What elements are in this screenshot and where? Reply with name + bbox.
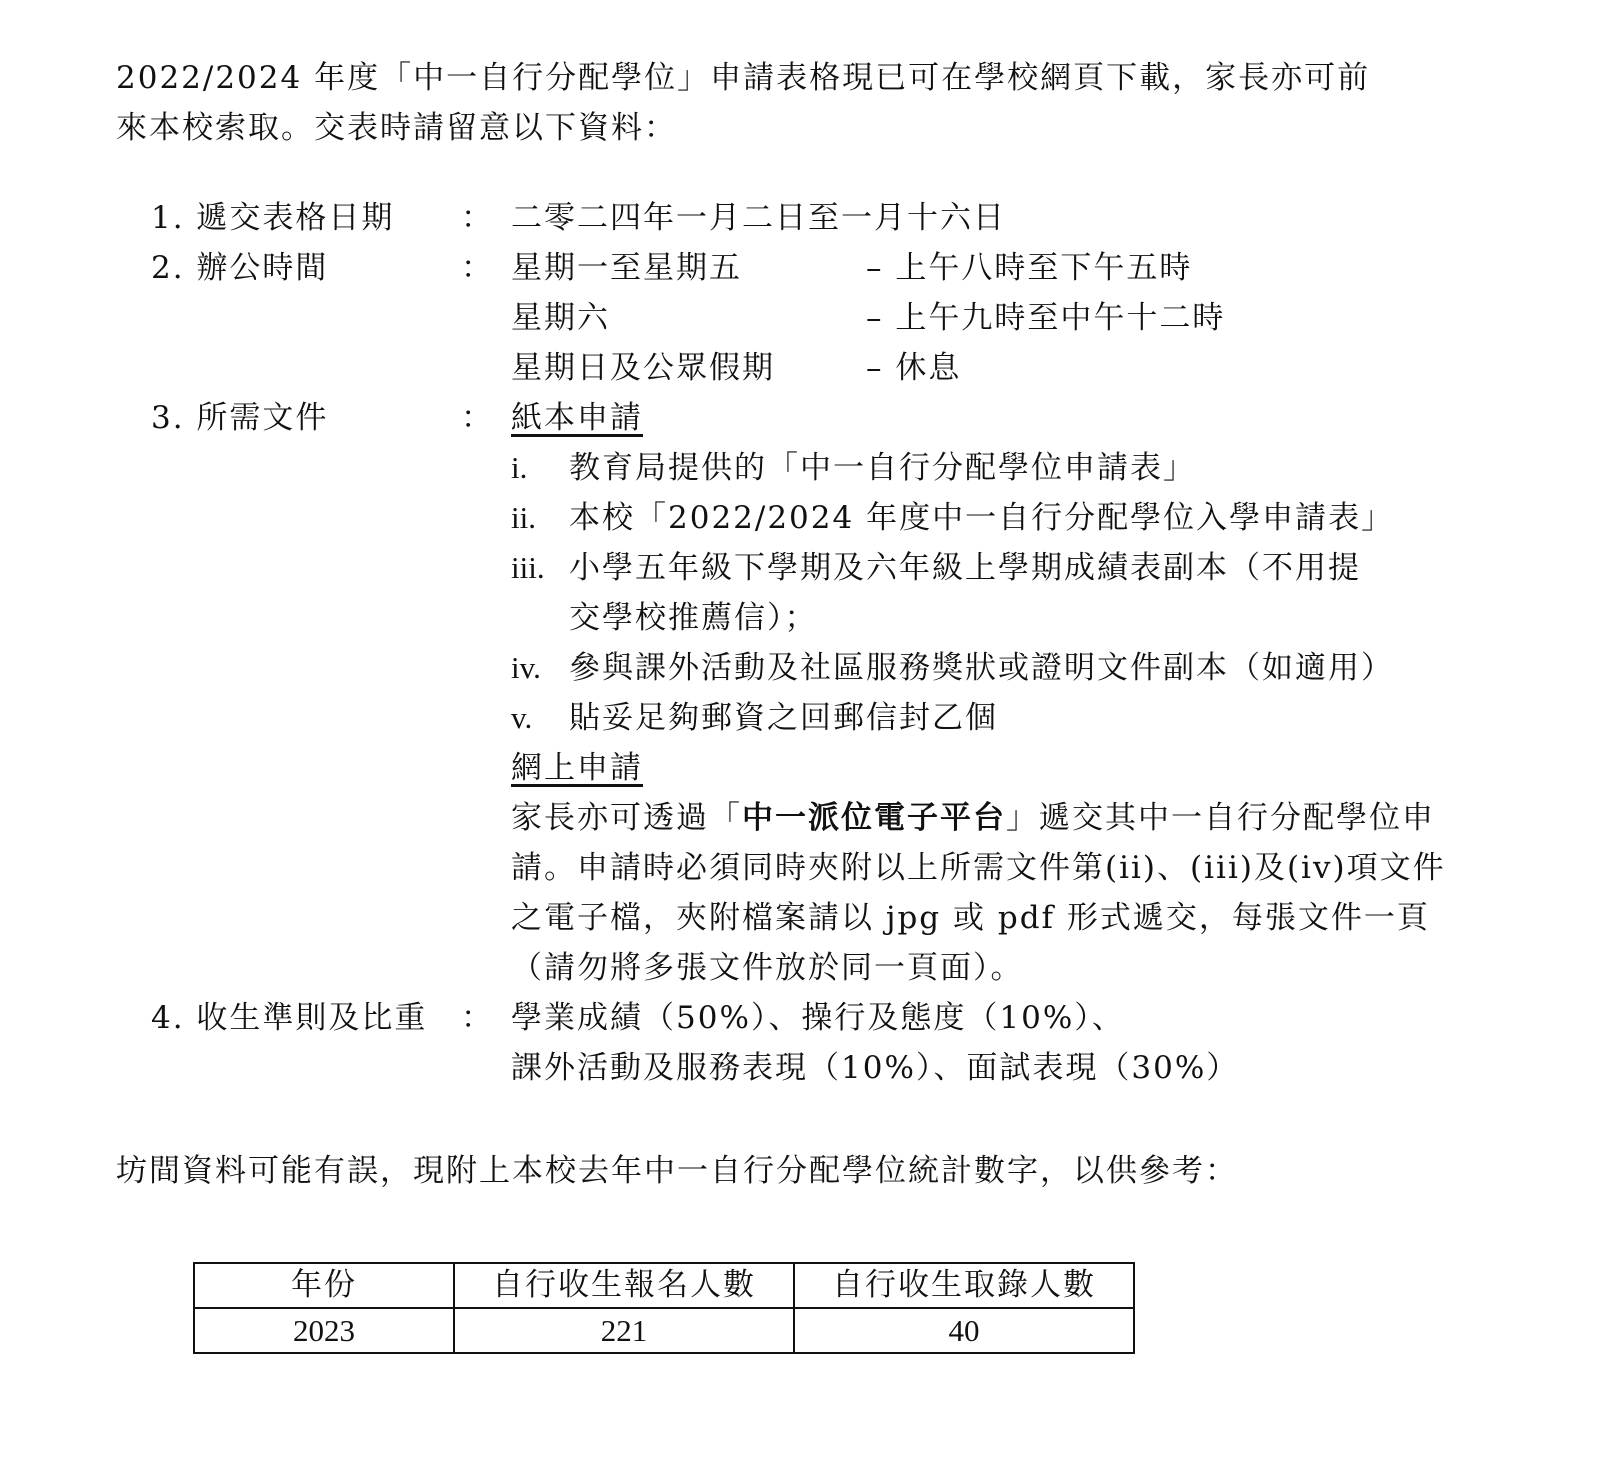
item-number: i. (511, 450, 528, 485)
item-label: 4. 收生準則及比重 (151, 1000, 428, 1036)
item-label: 2. 辦公時間 (151, 250, 329, 286)
item-colon: ： (461, 400, 492, 436)
table-cell: 40 (794, 1308, 1134, 1353)
statistics-table (193, 1262, 1135, 1354)
intro-line: 來本校索取。交表時請留意以下資料： (116, 110, 677, 146)
paper-application-heading: 紙本申請 (511, 400, 643, 436)
item-text: 交學校推薦信）； (569, 600, 818, 636)
column-header: 年份 (194, 1263, 454, 1308)
paper-document-item (511, 493, 1551, 543)
table-header-row (194, 1263, 1134, 1308)
office-hours-row (511, 243, 1551, 293)
info-list (151, 193, 1551, 1093)
item-label: 1. 遞交表格日期 (151, 200, 395, 236)
online-application-heading: 網上申請 (511, 750, 643, 786)
item-colon: ： (461, 1000, 492, 1036)
column-header: 自行收生報名人數 (454, 1263, 794, 1308)
paper-document-item (511, 643, 1551, 693)
office-hours-day: 星期日及公眾假期 (511, 350, 775, 386)
item-number: ii. (511, 500, 536, 535)
item-criteria (151, 993, 1551, 1093)
office-hours-time: – 休息 (866, 350, 962, 386)
item-office-hours (151, 243, 1551, 393)
item-colon: ： (461, 250, 492, 286)
online-text-pre: 家長亦可透過「 (511, 800, 742, 836)
office-hours-row (511, 343, 1551, 393)
documents-body (511, 393, 1551, 993)
eplatform-name: 中一派位電子平台 (742, 800, 1006, 836)
intro-paragraph (116, 53, 1496, 153)
item-value: 二零二四年一月二日至一月十六日 (511, 200, 1006, 236)
office-hours-time: – 上午八時至下午五時 (866, 250, 1193, 286)
online-text-post: 」遞交其中一自行分配學位申請。申請時必須同時夾附以上所需文件第(ii)、(iii)及(iv)項文件之電子檔，夾附檔案請以 jpg 或 pdf 形式遞交，每張文件一頁（請勿將多張文件放於同一頁面）。 (511, 800, 1446, 986)
criteria-body (511, 993, 1551, 1093)
table-cell: 2023 (194, 1308, 454, 1353)
office-hours-row (511, 293, 1551, 343)
statistics-note: 坊間資料可能有誤，現附上本校去年中一自行分配學位統計數字，以供參考： (116, 1153, 1238, 1189)
item-colon: ： (461, 200, 492, 236)
paper-document-item (511, 693, 1551, 743)
office-hours-time: – 上午九時至中午十二時 (866, 300, 1226, 336)
item-text-wrap (569, 543, 1551, 643)
item-number: iii. (511, 550, 545, 585)
criteria-line: 課外活動及服務表現（10%）、面試表現（30%） (511, 1050, 1240, 1086)
table-row (194, 1308, 1134, 1353)
item-text: 參與課外活動及社區服務獎狀或證明文件副本（如適用） (569, 650, 1394, 686)
item-documents (151, 393, 1551, 993)
item-text: 小學五年級下學期及六年級上學期成績表副本（不用提 (569, 550, 1361, 586)
criteria-line: 學業成績（50%）、操行及態度（10%）、 (511, 1000, 1125, 1036)
online-application-text (511, 793, 1471, 993)
item-number: v. (511, 700, 533, 735)
office-hours-list (511, 243, 1551, 393)
table-cell: 221 (454, 1308, 794, 1353)
item-text: 教育局提供的「中一自行分配學位申請表」 (569, 450, 1196, 486)
item-number: iv. (511, 650, 541, 685)
item-label: 3. 所需文件 (151, 400, 329, 436)
office-hours-day: 星期一至星期五 (511, 250, 742, 286)
paper-document-item (511, 443, 1551, 493)
column-header: 自行收生取錄人數 (794, 1263, 1134, 1308)
paper-document-item (511, 543, 1551, 643)
item-submission-date (151, 193, 1551, 243)
office-hours-day: 星期六 (511, 300, 610, 336)
item-text: 本校「2022/2024 年度中一自行分配學位入學申請表」 (569, 500, 1395, 536)
intro-line: 2022/2024 年度「中一自行分配學位」申請表格現已可在學校網頁下載，家長亦可前 (116, 60, 1371, 96)
item-text: 貼妥足夠郵資之回郵信封乙個 (569, 700, 998, 736)
